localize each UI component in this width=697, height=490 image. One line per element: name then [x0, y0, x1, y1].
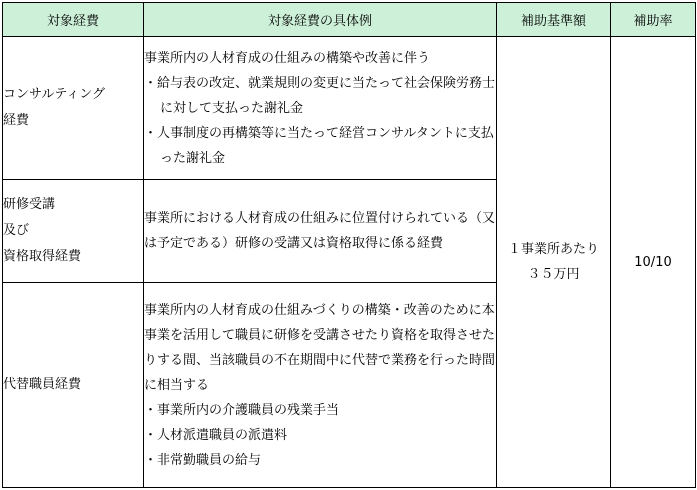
header-category: 対象経費	[3, 3, 144, 37]
examples-cell-consulting	[144, 37, 497, 180]
category-cell-training	[3, 180, 144, 283]
example-bullet: ・非常勤職員の給与	[144, 452, 262, 468]
category-line: 経費	[3, 113, 30, 129]
category-line: 研修受講	[3, 197, 56, 213]
category-cell-substitute-staff	[3, 283, 144, 488]
examples-cell-training	[144, 180, 497, 283]
category-line: 代替職員経費	[3, 377, 82, 393]
subsidy-expense-table	[2, 2, 696, 488]
examples-intro: 事業所内の人材育成の仕組みの構築や改善に伴う	[144, 50, 431, 66]
examples-cell-substitute-staff	[144, 283, 497, 488]
base-amount-line: １事業所あたり	[507, 242, 599, 257]
table-row-consulting	[3, 37, 696, 180]
category-line: コンサルティング	[3, 87, 106, 103]
example-bullet: ・人事制度の再構築等に当たって経営コンサルタントに支払った謝礼金	[144, 125, 494, 166]
examples-intro: 事業所における人材育成の仕組みに位置付けられている（又は予定である）研修の受講又は資格取得に係る経費	[144, 211, 496, 252]
category-cell-consulting	[3, 37, 144, 180]
header-examples: 対象経費の具体例	[144, 3, 497, 37]
rate-cell: 10/10	[611, 37, 696, 488]
example-bullet: ・事業所内の介護職員の残業手当	[144, 402, 340, 418]
header-base-amount: 補助基準額	[497, 3, 611, 37]
category-line: 資格取得経費	[3, 249, 82, 265]
example-bullet: ・給与表の改定、就業規則の変更に当たって社会保険労務士に対して支払った謝礼金	[144, 75, 496, 116]
examples-intro: 事業所内の人材育成の仕組みづくりの構築・改善のために本事業を活用して職員に研修を受講させたり資格を取得させたりする間、当該職員の不在期間中に代替で業務を行った時間に相当する	[144, 302, 496, 393]
category-line: 及び	[3, 223, 30, 239]
example-bullet: ・人材派遣職員の派遣料	[144, 427, 288, 443]
header-row	[3, 3, 696, 37]
base-amount-cell	[497, 37, 611, 488]
base-amount-value: ３５万円	[527, 267, 580, 282]
header-rate: 補助率	[611, 3, 696, 37]
